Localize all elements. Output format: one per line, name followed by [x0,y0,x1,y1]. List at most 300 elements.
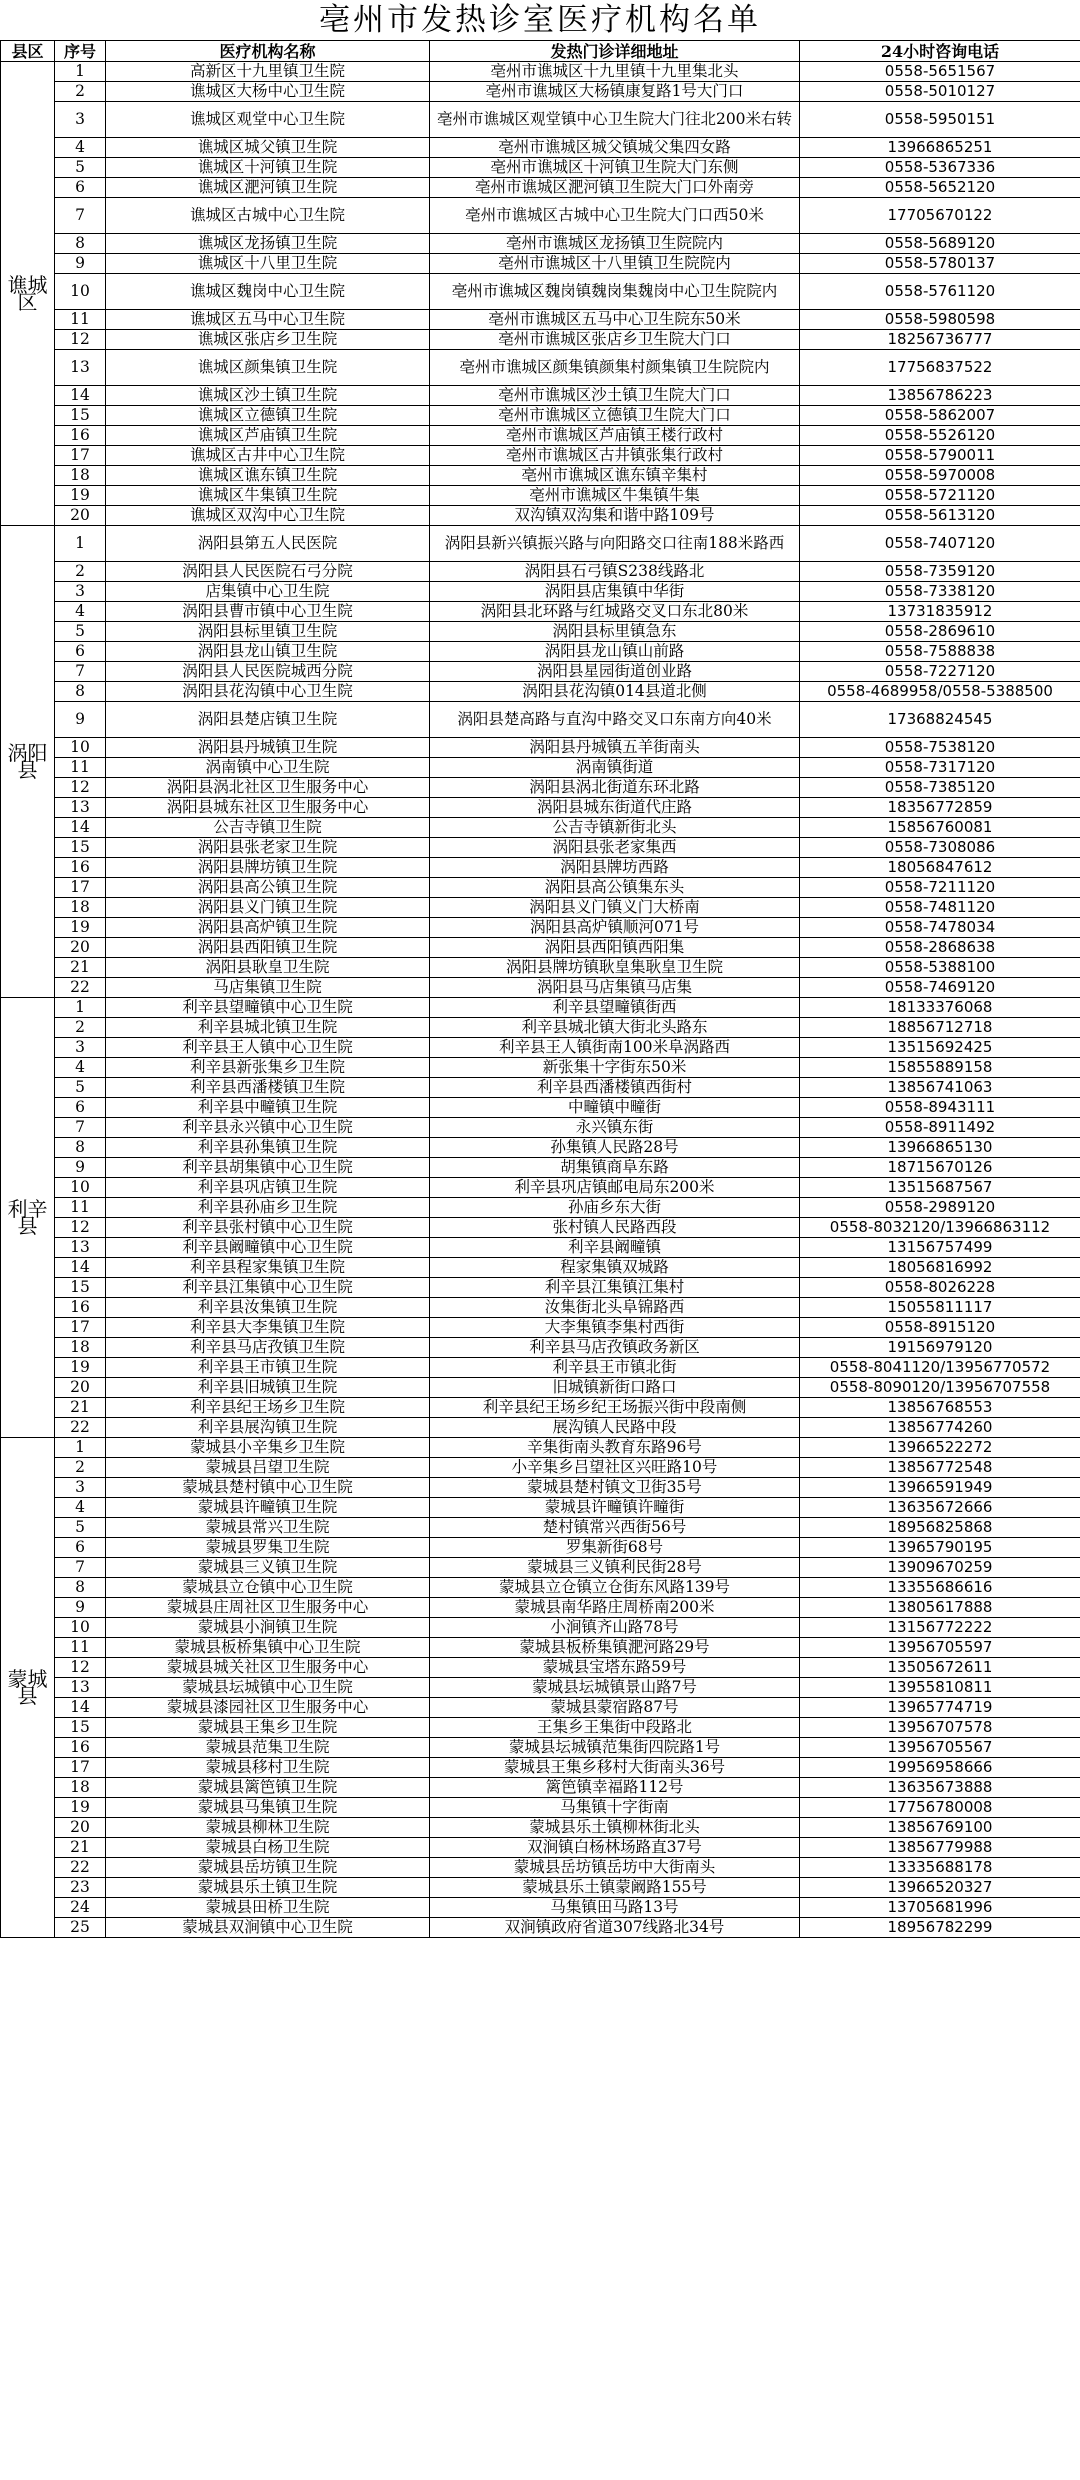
phone-cell: 18256736777 [800,330,1080,350]
county-cell: 涡阳县 [1,526,55,998]
address-cell: 涡阳县店集镇中华街 [430,582,800,602]
index-cell: 8 [55,682,106,702]
table-row [1,1758,1080,1778]
index-cell: 13 [55,1678,106,1698]
name-cell: 谯城区淝河镇卫生院 [106,178,430,198]
table-row [1,798,1080,818]
index-cell: 23 [55,1878,106,1898]
address-cell: 蒙城县三义镇利民街28号 [430,1558,800,1578]
phone-cell: 18356772859 [800,798,1080,818]
index-cell: 22 [55,1418,106,1438]
address-cell: 利辛县阚疃镇 [430,1238,800,1258]
address-cell: 亳州市谯城区古井镇张集行政村 [430,446,800,466]
table-row [1,702,1080,738]
address-cell: 双涧镇政府省道307线路北34号 [430,1918,800,1938]
table-row [1,1698,1080,1718]
table-row [1,158,1080,178]
name-cell: 谯城区龙扬镇卫生院 [106,234,430,254]
index-cell: 10 [55,738,106,758]
name-cell: 谯城区张店乡卫生院 [106,330,430,350]
address-cell: 亳州市谯城区十河镇卫生院大门东侧 [430,158,800,178]
table-row [1,778,1080,798]
name-cell: 涡阳县龙山镇卫生院 [106,642,430,662]
address-cell: 利辛县城北镇大街北头路东 [430,1018,800,1038]
phone-cell: 0558-5367336 [800,158,1080,178]
phone-cell: 0558-2989120 [800,1198,1080,1218]
phone-cell: 13731835912 [800,602,1080,622]
table-row [1,998,1080,1018]
table-row [1,1178,1080,1198]
phone-cell: 0558-8041120/13956770572 [800,1358,1080,1378]
name-cell: 涡阳县城东社区卫生服务中心 [106,798,430,818]
table-row [1,818,1080,838]
index-cell: 18 [55,466,106,486]
name-cell: 蒙城县庄周社区卫生服务中心 [106,1598,430,1618]
name-cell: 谯城区立德镇卫生院 [106,406,430,426]
index-cell: 21 [55,958,106,978]
name-cell: 谯城区沙土镇卫生院 [106,386,430,406]
phone-cell: 0558-7338120 [800,582,1080,602]
table-row [1,1198,1080,1218]
name-cell: 涡阳县耿皇卫生院 [106,958,430,978]
address-cell: 亳州市谯城区颜集镇颜集村颜集镇卫生院院内 [430,350,800,386]
table-row [1,102,1080,138]
phone-cell: 0558-7211120 [800,878,1080,898]
table-row [1,1438,1080,1458]
address-cell: 蒙城县坛城镇景山路7号 [430,1678,800,1698]
address-cell: 亳州市谯城区龙扬镇卫生院院内 [430,234,800,254]
county-cell: 蒙城县 [1,1438,55,1938]
table-row [1,1498,1080,1518]
address-cell: 中疃镇中疃街 [430,1098,800,1118]
address-cell: 涡阳县楚高路与直沟中路交叉口东南方向40米 [430,702,800,738]
name-cell: 谯城区芦庙镇卫生院 [106,426,430,446]
name-cell: 蒙城县板桥集镇中心卫生院 [106,1638,430,1658]
name-cell: 利辛县大李集镇卫生院 [106,1318,430,1338]
address-cell: 楚村镇常兴西街56号 [430,1518,800,1538]
name-cell: 利辛县城北镇卫生院 [106,1018,430,1038]
table-row [1,1298,1080,1318]
index-cell: 25 [55,1918,106,1938]
index-cell: 10 [55,1618,106,1638]
index-cell: 13 [55,1238,106,1258]
table-row [1,1638,1080,1658]
table-row [1,938,1080,958]
table-row [1,350,1080,386]
phone-cell: 13965790195 [800,1538,1080,1558]
phone-cell: 13909670259 [800,1558,1080,1578]
index-cell: 7 [55,1558,106,1578]
table-row [1,486,1080,506]
phone-cell: 0558-5950151 [800,102,1080,138]
name-cell: 谯城区城父镇卫生院 [106,138,430,158]
table-row [1,562,1080,582]
header-address: 发热门诊详细地址 [430,41,800,62]
phone-cell: 13705681996 [800,1898,1080,1918]
phone-cell: 0558-5651567 [800,62,1080,82]
index-cell: 4 [55,602,106,622]
county-cell: 谯城区 [1,62,55,526]
table-row [1,506,1080,526]
table-row [1,1578,1080,1598]
address-cell: 蒙城县立仓镇立仓街东风路139号 [430,1578,800,1598]
address-cell: 篱笆镇幸福路112号 [430,1778,800,1798]
table-row [1,1018,1080,1038]
phone-cell: 13966591949 [800,1478,1080,1498]
name-cell: 涡阳县涡北社区卫生服务中心 [106,778,430,798]
phone-cell: 13515687567 [800,1178,1080,1198]
phone-cell: 0558-5780137 [800,254,1080,274]
table-row [1,1218,1080,1238]
index-cell: 1 [55,998,106,1018]
phone-cell: 17756780008 [800,1798,1080,1818]
phone-cell: 13856741063 [800,1078,1080,1098]
table-row [1,386,1080,406]
table-row [1,958,1080,978]
address-cell: 涡阳县城东街道代庄路 [430,798,800,818]
phone-cell: 13966520327 [800,1878,1080,1898]
address-cell: 展沟镇人民路中段 [430,1418,800,1438]
name-cell: 涡阳县西阳镇卫生院 [106,938,430,958]
phone-cell: 13856768553 [800,1398,1080,1418]
index-cell: 12 [55,778,106,798]
name-cell: 利辛县张村镇中心卫生院 [106,1218,430,1238]
phone-cell: 18056847612 [800,858,1080,878]
index-cell: 17 [55,1758,106,1778]
name-cell: 利辛县永兴镇中心卫生院 [106,1118,430,1138]
name-cell: 蒙城县小涧镇卫生院 [106,1618,430,1638]
name-cell: 利辛县马店孜镇卫生院 [106,1338,430,1358]
phone-cell: 0558-5761120 [800,274,1080,310]
table-row [1,1618,1080,1638]
phone-cell: 0558-7227120 [800,662,1080,682]
phone-cell: 0558-4689958/0558-5388500 [800,682,1080,702]
table-row [1,1378,1080,1398]
table-row [1,1458,1080,1478]
address-cell: 蒙城县许疃镇许疃街 [430,1498,800,1518]
phone-cell: 0558-8032120/13966863112 [800,1218,1080,1238]
address-cell: 利辛县王市镇北街 [430,1358,800,1378]
index-cell: 1 [55,1438,106,1458]
table-row [1,1338,1080,1358]
index-cell: 2 [55,1458,106,1478]
phone-cell: 18715670126 [800,1158,1080,1178]
table-row [1,758,1080,778]
address-cell: 蒙城县岳坊镇岳坊中大街南头 [430,1858,800,1878]
index-cell: 4 [55,1058,106,1078]
table-row [1,1778,1080,1798]
phone-cell: 0558-2869610 [800,622,1080,642]
address-cell: 亳州市谯城区魏岗镇魏岗集魏岗中心卫生院院内 [430,274,800,310]
phone-cell: 13355686616 [800,1578,1080,1598]
address-cell: 蒙城县乐土镇柳林街北头 [430,1818,800,1838]
table-row [1,1318,1080,1338]
index-cell: 20 [55,506,106,526]
index-cell: 15 [55,406,106,426]
address-cell: 亳州市谯城区大杨镇康复路1号大门口 [430,82,800,102]
address-cell: 亳州市谯城区五马中心卫生院东50米 [430,310,800,330]
address-cell: 小涧镇齐山路78号 [430,1618,800,1638]
phone-cell: 0558-5613120 [800,506,1080,526]
table-row [1,1478,1080,1498]
table-row [1,138,1080,158]
table-header-row [1,41,1080,62]
phone-cell: 18956825868 [800,1518,1080,1538]
index-cell: 7 [55,662,106,682]
phone-cell: 0558-8911492 [800,1118,1080,1138]
index-cell: 16 [55,426,106,446]
address-cell: 辛集街南头教育东路96号 [430,1438,800,1458]
address-cell: 涡阳县丹城镇五羊街南头 [430,738,800,758]
table-row [1,1278,1080,1298]
header-index: 序号 [55,41,106,62]
name-cell: 谯城区五马中心卫生院 [106,310,430,330]
address-cell: 蒙城县王集乡移村大街南头36号 [430,1758,800,1778]
index-cell: 24 [55,1898,106,1918]
address-cell: 亳州市谯城区谯东镇辛集村 [430,466,800,486]
index-cell: 22 [55,978,106,998]
name-cell: 利辛县新张集乡卫生院 [106,1058,430,1078]
name-cell: 蒙城县移村卫生院 [106,1758,430,1778]
index-cell: 19 [55,918,106,938]
index-cell: 21 [55,1398,106,1418]
address-cell: 亳州市谯城区张店乡卫生院大门口 [430,330,800,350]
index-cell: 14 [55,818,106,838]
address-cell: 涡阳县石弓镇S238线路北 [430,562,800,582]
name-cell: 涡阳县标里镇卫生院 [106,622,430,642]
phone-cell: 0558-8090120/13956707558 [800,1378,1080,1398]
table-row [1,1558,1080,1578]
index-cell: 8 [55,1578,106,1598]
table-row [1,1538,1080,1558]
phone-cell: 0558-5652120 [800,178,1080,198]
address-cell: 涡阳县高炉镇顺河071号 [430,918,800,938]
table-row [1,1518,1080,1538]
index-cell: 7 [55,1118,106,1138]
table-row [1,1838,1080,1858]
address-cell: 双沟镇双沟集和谐中路109号 [430,506,800,526]
name-cell: 利辛县孙庙乡卫生院 [106,1198,430,1218]
name-cell: 涡阳县花沟镇中心卫生院 [106,682,430,702]
index-cell: 10 [55,1178,106,1198]
name-cell: 谯城区颜集镇卫生院 [106,350,430,386]
index-cell: 12 [55,1658,106,1678]
name-cell: 利辛县旧城镇卫生院 [106,1378,430,1398]
header-county: 县区 [1,41,55,62]
name-cell: 谯城区大杨中心卫生院 [106,82,430,102]
phone-cell: 13956705567 [800,1738,1080,1758]
phone-cell: 0558-5980598 [800,310,1080,330]
address-cell: 大李集镇李集村西街 [430,1318,800,1338]
table-row [1,582,1080,602]
index-cell: 15 [55,1718,106,1738]
phone-cell: 0558-8026228 [800,1278,1080,1298]
index-cell: 9 [55,702,106,738]
address-cell: 亳州市谯城区芦庙镇王楼行政村 [430,426,800,446]
table-row [1,1358,1080,1378]
phone-cell: 13156772222 [800,1618,1080,1638]
address-cell: 涡阳县星园街道创业路 [430,662,800,682]
table-row [1,738,1080,758]
phone-cell: 15055811117 [800,1298,1080,1318]
phone-cell: 0558-8943111 [800,1098,1080,1118]
address-cell: 孙庙乡东大街 [430,1198,800,1218]
index-cell: 15 [55,838,106,858]
phone-cell: 0558-8915120 [800,1318,1080,1338]
index-cell: 9 [55,1158,106,1178]
address-cell: 张村镇人民路西段 [430,1218,800,1238]
address-cell: 涡阳县北环路与红城路交叉口东北80米 [430,602,800,622]
table-row [1,1158,1080,1178]
index-cell: 5 [55,622,106,642]
table-row [1,274,1080,310]
index-cell: 13 [55,350,106,386]
index-cell: 6 [55,1098,106,1118]
table-row [1,1398,1080,1418]
name-cell: 蒙城县漆园社区卫生服务中心 [106,1698,430,1718]
address-cell: 马集镇十字街南 [430,1798,800,1818]
table-row [1,898,1080,918]
name-cell: 涡阳县义门镇卫生院 [106,898,430,918]
index-cell: 8 [55,1138,106,1158]
table-row [1,1418,1080,1438]
index-cell: 18 [55,1778,106,1798]
address-cell: 胡集镇商阜东路 [430,1158,800,1178]
index-cell: 6 [55,178,106,198]
index-cell: 9 [55,254,106,274]
table-row [1,1718,1080,1738]
name-cell: 马店集镇卫生院 [106,978,430,998]
phone-cell: 0558-5790011 [800,446,1080,466]
index-cell: 20 [55,938,106,958]
address-cell: 亳州市谯城区古城中心卫生院大门口西50米 [430,198,800,234]
phone-cell: 19156979120 [800,1338,1080,1358]
name-cell: 涡南镇中心卫生院 [106,758,430,778]
name-cell: 涡阳县第五人民医院 [106,526,430,562]
table-row [1,526,1080,562]
name-cell: 涡阳县楚店镇卫生院 [106,702,430,738]
index-cell: 3 [55,1038,106,1058]
name-cell: 蒙城县罗集卫生院 [106,1538,430,1558]
index-cell: 17 [55,1318,106,1338]
table-row [1,62,1080,82]
table-row [1,1798,1080,1818]
name-cell: 蒙城县坛城镇中心卫生院 [106,1678,430,1698]
table-row [1,466,1080,486]
index-cell: 4 [55,1498,106,1518]
name-cell: 利辛县西潘楼镇卫生院 [106,1078,430,1098]
table-row [1,1918,1080,1938]
name-cell: 蒙城县田桥卫生院 [106,1898,430,1918]
phone-cell: 0558-7385120 [800,778,1080,798]
index-cell: 15 [55,1278,106,1298]
index-cell: 9 [55,1598,106,1618]
name-cell: 利辛县纪王场乡卫生院 [106,1398,430,1418]
name-cell: 涡阳县丹城镇卫生院 [106,738,430,758]
address-cell: 利辛县王人镇街南100米阜涡路西 [430,1038,800,1058]
table-row [1,1858,1080,1878]
table-row [1,662,1080,682]
table-row [1,1898,1080,1918]
index-cell: 3 [55,102,106,138]
index-cell: 5 [55,158,106,178]
phone-cell: 13335688178 [800,1858,1080,1878]
name-cell: 蒙城县城关社区卫生服务中心 [106,1658,430,1678]
table-row [1,1658,1080,1678]
index-cell: 7 [55,198,106,234]
table-row [1,622,1080,642]
table-row [1,198,1080,234]
address-cell: 涡南镇街道 [430,758,800,778]
address-cell: 新张集十字街东50米 [430,1058,800,1078]
address-cell: 涡阳县西阳镇西阳集 [430,938,800,958]
address-cell: 涡阳县义门镇义门大桥南 [430,898,800,918]
address-cell: 涡阳县龙山镇山前路 [430,642,800,662]
index-cell: 20 [55,1378,106,1398]
address-cell: 马集镇田马路13号 [430,1898,800,1918]
address-cell: 亳州市谯城区牛集镇牛集 [430,486,800,506]
phone-cell: 13856774260 [800,1418,1080,1438]
table-row [1,1598,1080,1618]
address-cell: 亳州市谯城区十九里镇十九里集北头 [430,62,800,82]
index-cell: 16 [55,1298,106,1318]
name-cell: 谯城区魏岗中心卫生院 [106,274,430,310]
name-cell: 谯城区牛集镇卫生院 [106,486,430,506]
address-cell: 蒙城县板桥集镇淝河路29号 [430,1638,800,1658]
index-cell: 6 [55,1538,106,1558]
name-cell: 涡阳县张老家卫生院 [106,838,430,858]
table-row [1,254,1080,274]
address-cell: 旧城镇新街口路口 [430,1378,800,1398]
index-cell: 20 [55,1818,106,1838]
name-cell: 利辛县展沟镇卫生院 [106,1418,430,1438]
index-cell: 8 [55,234,106,254]
table-row [1,858,1080,878]
table-row [1,1818,1080,1838]
name-cell: 谯城区十河镇卫生院 [106,158,430,178]
address-cell: 亳州市谯城区观堂镇中心卫生院大门往北200米右转 [430,102,800,138]
phone-cell: 13966865251 [800,138,1080,158]
phone-cell: 13966522272 [800,1438,1080,1458]
phone-cell: 0558-5721120 [800,486,1080,506]
index-cell: 16 [55,1738,106,1758]
name-cell: 利辛县程家集镇卫生院 [106,1258,430,1278]
index-cell: 21 [55,1838,106,1858]
table-row [1,878,1080,898]
phone-cell: 19956958666 [800,1758,1080,1778]
phone-cell: 13856786223 [800,386,1080,406]
name-cell: 蒙城县范集卫生院 [106,1738,430,1758]
address-cell: 蒙城县坛城镇范集街四院路1号 [430,1738,800,1758]
name-cell: 蒙城县岳坊镇卫生院 [106,1858,430,1878]
address-cell: 永兴镇东街 [430,1118,800,1138]
address-cell: 涡阳县马店集镇马店集 [430,978,800,998]
index-cell: 22 [55,1858,106,1878]
phone-cell: 13965774719 [800,1698,1080,1718]
index-cell: 12 [55,1218,106,1238]
phone-cell: 0558-7588838 [800,642,1080,662]
address-cell: 利辛县纪王场乡纪王场振兴街中段南侧 [430,1398,800,1418]
county-cell: 利辛县 [1,998,55,1438]
name-cell: 高新区十九里镇卫生院 [106,62,430,82]
name-cell: 谯城区观堂中心卫生院 [106,102,430,138]
name-cell: 蒙城县马集镇卫生院 [106,1798,430,1818]
phone-cell: 17705670122 [800,198,1080,234]
name-cell: 谯城区古井中心卫生院 [106,446,430,466]
table-row [1,1678,1080,1698]
phone-cell: 17368824545 [800,702,1080,738]
institution-table [0,40,1080,1938]
